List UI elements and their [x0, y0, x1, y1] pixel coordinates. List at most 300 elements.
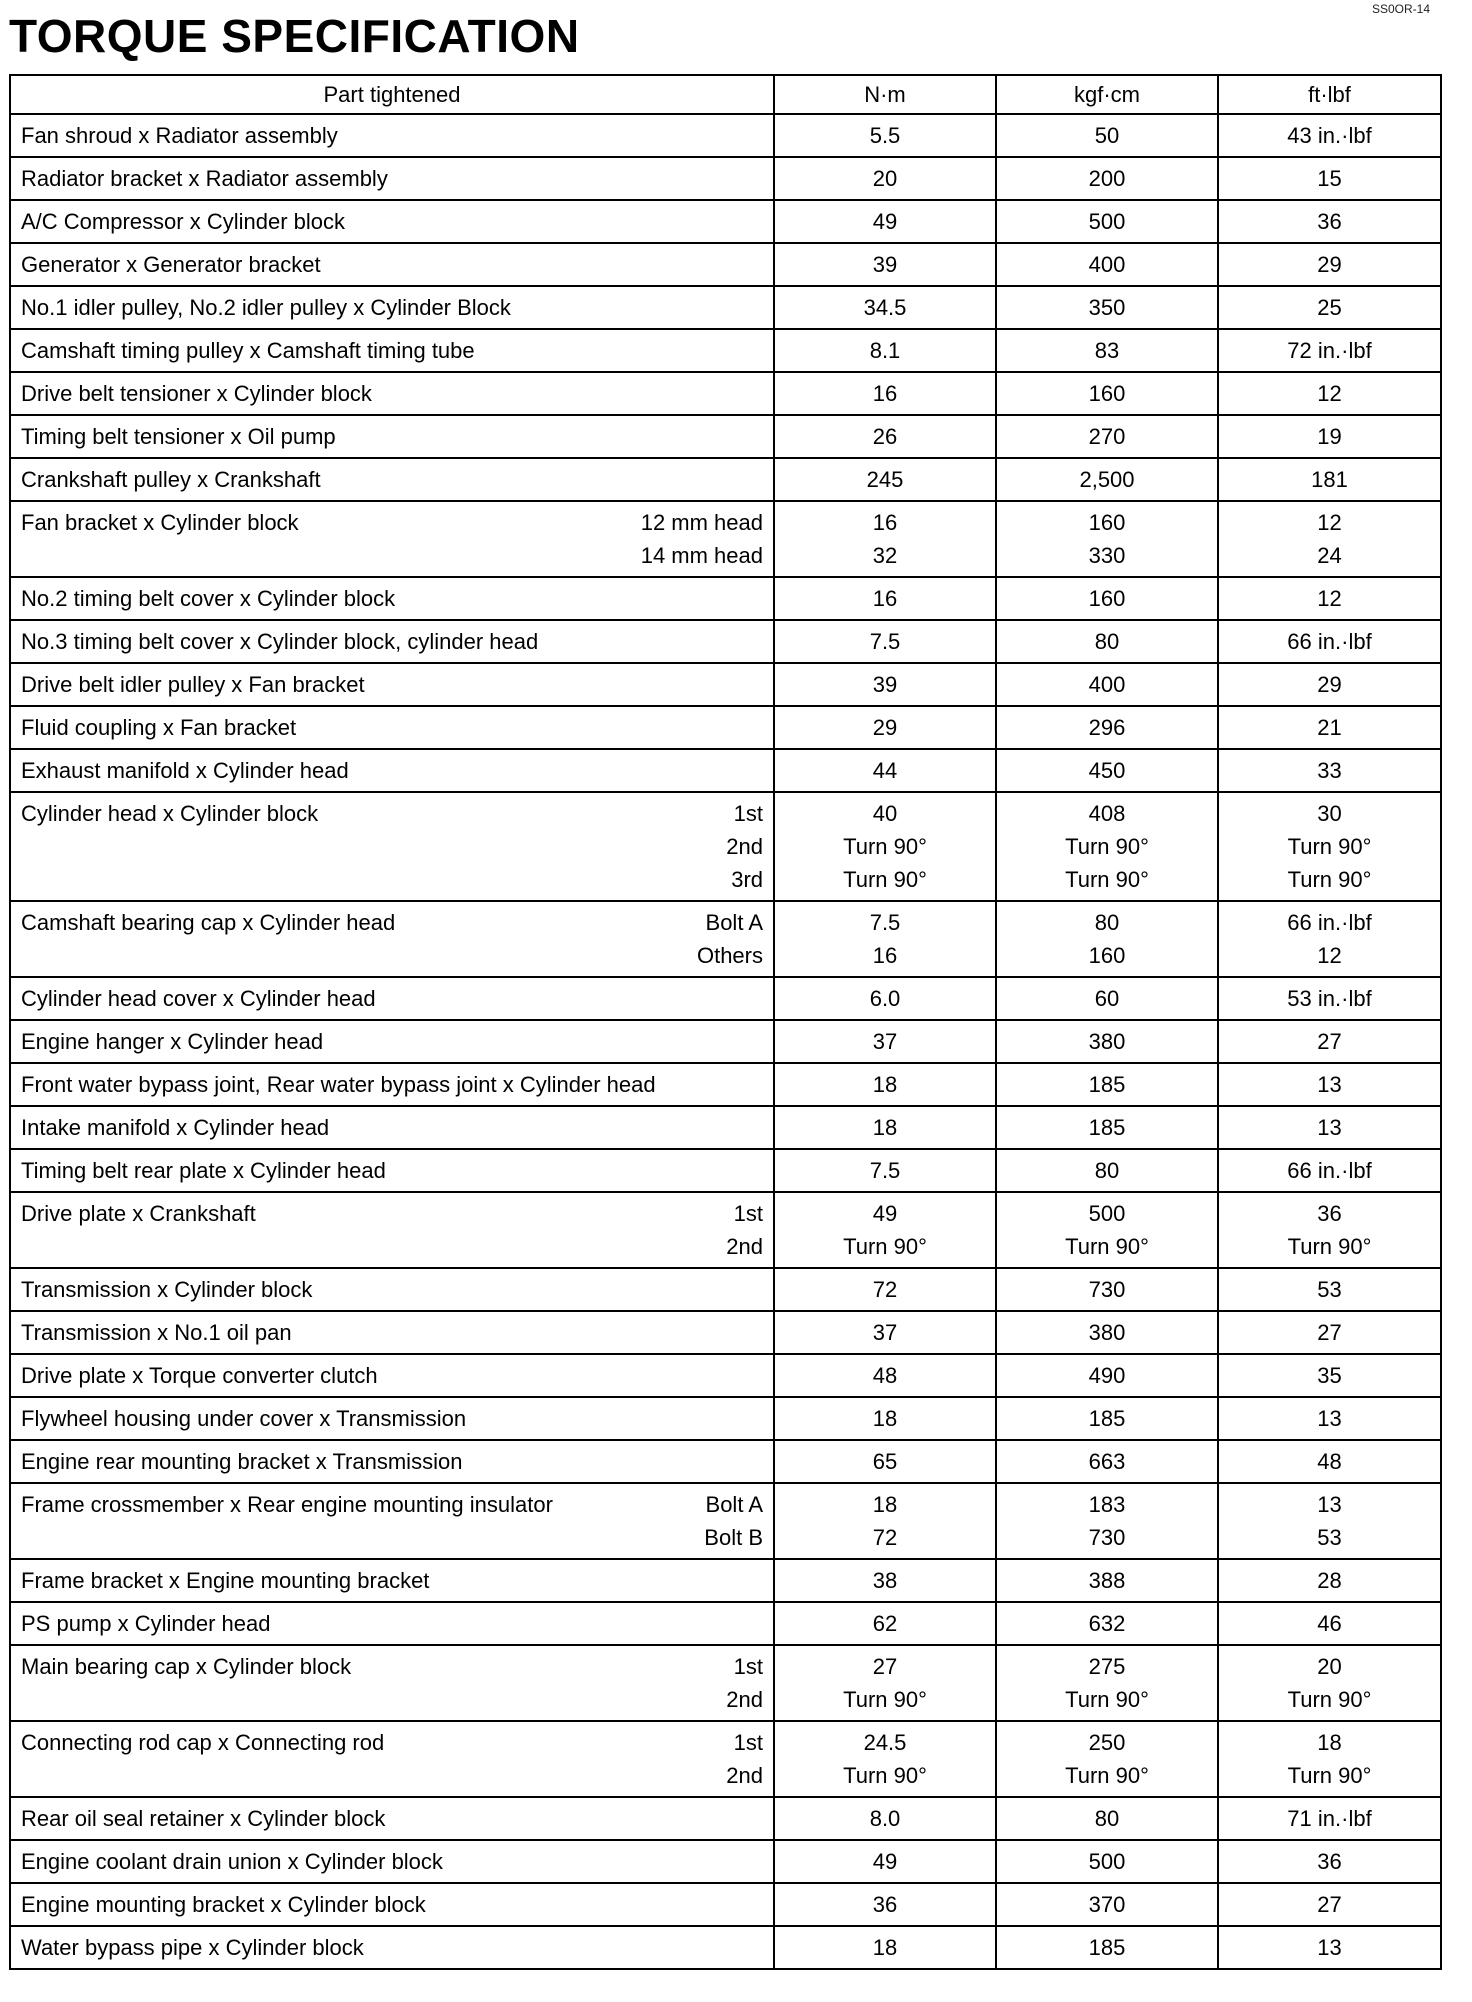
part-name: Drive belt tensioner x Cylinder block — [21, 381, 372, 406]
table-row — [10, 1440, 1441, 1483]
part-name: Fluid coupling x Fan bracket — [21, 715, 297, 740]
ft-lbf-value-cell — [1218, 114, 1441, 157]
header-nm: N·m — [774, 75, 996, 114]
ft-lbf-value: 15 — [1317, 166, 1342, 191]
nm-value: Turn 90° — [843, 867, 927, 892]
ft-lbf-value: 181 — [1311, 467, 1348, 492]
nm-value-cell — [774, 1192, 996, 1268]
part-name: Camshaft bearing cap x Cylinder head — [21, 910, 396, 935]
nm-value-cell — [774, 243, 996, 286]
nm-value: 37 — [872, 1029, 898, 1054]
kgf-cm-value-cell — [996, 1354, 1218, 1397]
torque-spec-table — [9, 74, 1442, 1970]
kgf-cm-value: 380 — [1088, 1029, 1126, 1054]
kgf-cm-value: 663 — [1088, 1449, 1126, 1474]
kgf-cm-value-cell — [996, 977, 1218, 1020]
ft-lbf-value-cell — [1218, 749, 1441, 792]
nm-value-cell — [774, 415, 996, 458]
nm-value: 72 — [872, 1525, 898, 1550]
nm-value-cell — [774, 1797, 996, 1840]
ft-lbf-value-cell — [1218, 1149, 1441, 1192]
ft-lbf-value: 21 — [1317, 715, 1342, 740]
kgf-cm-value-cell — [996, 200, 1218, 243]
header-ft-lbf: ft·lbf — [1218, 75, 1441, 114]
part-name: Frame crossmember x Rear engine mounting insulator — [21, 1492, 553, 1517]
step-label: 2nd — [726, 1234, 763, 1259]
kgf-cm-value: 500 — [1088, 1201, 1126, 1226]
part-cell — [10, 501, 774, 577]
ft-lbf-value: 36 — [1317, 1849, 1342, 1874]
part-name: Engine hanger x Cylinder head — [21, 1029, 324, 1054]
step-label: Others — [696, 943, 763, 968]
kgf-cm-value: 200 — [1088, 166, 1126, 191]
part-name: Drive belt idler pulley x Fan bracket — [21, 672, 365, 697]
kgf-cm-value: 185 — [1088, 1935, 1126, 1960]
nm-value: 18 — [872, 1406, 898, 1431]
nm-value-cell — [774, 1063, 996, 1106]
kgf-cm-value-cell — [996, 1020, 1218, 1063]
ft-lbf-value-cell — [1218, 329, 1441, 372]
page-title: TORQUE SPECIFICATION — [9, 10, 580, 62]
nm-value-cell — [774, 286, 996, 329]
step-label: 14 mm head — [640, 543, 763, 568]
kgf-cm-value: Turn 90° — [1065, 1687, 1149, 1712]
kgf-cm-value: 60 — [1094, 986, 1120, 1011]
part-name: Rear oil seal retainer x Cylinder block — [21, 1806, 386, 1831]
part-name: Drive plate x Torque converter clutch — [21, 1363, 378, 1388]
kgf-cm-value: Turn 90° — [1065, 867, 1149, 892]
ft-lbf-value-cell — [1218, 372, 1441, 415]
nm-value-cell — [774, 1354, 996, 1397]
step-label: 1st — [733, 1730, 763, 1755]
ft-lbf-value: 53 in.·lbf — [1287, 986, 1372, 1011]
nm-value-cell — [774, 372, 996, 415]
part-cell — [10, 1063, 774, 1106]
part-cell — [10, 792, 774, 901]
part-cell — [10, 1840, 774, 1883]
kgf-cm-value: 500 — [1088, 209, 1126, 234]
part-name: Transmission x No.1 oil pan — [21, 1320, 292, 1345]
kgf-cm-value-cell — [996, 114, 1218, 157]
nm-value: Turn 90° — [843, 1687, 927, 1712]
ft-lbf-value: 13 — [1317, 1115, 1342, 1140]
ft-lbf-value: 13 — [1317, 1935, 1342, 1960]
kgf-cm-value: Turn 90° — [1065, 1763, 1149, 1788]
kgf-cm-value: 185 — [1088, 1072, 1126, 1097]
nm-value-cell — [774, 1268, 996, 1311]
part-name: Cylinder head x Cylinder block — [21, 801, 319, 826]
kgf-cm-value: 400 — [1088, 672, 1126, 697]
table-row — [10, 620, 1441, 663]
ft-lbf-value: 19 — [1317, 424, 1342, 449]
step-label: 1st — [733, 801, 763, 826]
kgf-cm-value: 350 — [1088, 295, 1126, 320]
ft-lbf-value: 27 — [1317, 1029, 1342, 1054]
part-name: Radiator bracket x Radiator assembly — [21, 166, 388, 191]
part-name: Generator x Generator bracket — [21, 252, 321, 277]
ft-lbf-value: 27 — [1317, 1892, 1342, 1917]
ft-lbf-value-cell — [1218, 1602, 1441, 1645]
step-labels — [704, 1488, 763, 1554]
ft-lbf-value: 12 — [1317, 381, 1342, 406]
part-name: Intake manifold x Cylinder head — [21, 1115, 330, 1140]
nm-value: 18 — [872, 1935, 898, 1960]
nm-value-cell — [774, 1559, 996, 1602]
nm-value-cell — [774, 1883, 996, 1926]
nm-value-cell — [774, 1440, 996, 1483]
step-label: 1st — [733, 1654, 763, 1679]
kgf-cm-value-cell — [996, 501, 1218, 577]
kgf-cm-value: 2,500 — [1079, 467, 1135, 492]
nm-value: 27 — [872, 1654, 898, 1679]
kgf-cm-value-cell — [996, 1797, 1218, 1840]
ft-lbf-value: 28 — [1317, 1568, 1342, 1593]
nm-value-cell — [774, 329, 996, 372]
ft-lbf-value-cell — [1218, 1354, 1441, 1397]
nm-value: 39 — [872, 672, 898, 697]
ft-lbf-value: 13 — [1317, 1406, 1342, 1431]
part-cell — [10, 1020, 774, 1063]
step-label: Bolt A — [705, 1492, 763, 1517]
part-name: Engine mounting bracket x Cylinder block — [21, 1892, 426, 1917]
nm-value-cell — [774, 977, 996, 1020]
nm-value-cell — [774, 1397, 996, 1440]
nm-value-cell — [774, 749, 996, 792]
part-cell — [10, 1311, 774, 1354]
ft-lbf-value-cell — [1218, 501, 1441, 577]
part-name: No.2 timing belt cover x Cylinder block — [21, 586, 396, 611]
ft-lbf-value-cell — [1218, 792, 1441, 901]
nm-value-cell — [774, 1602, 996, 1645]
ft-lbf-value-cell — [1218, 1483, 1441, 1559]
nm-value: 16 — [872, 510, 898, 535]
ft-lbf-value-cell — [1218, 1020, 1441, 1063]
part-name: Timing belt rear plate x Cylinder head — [21, 1158, 386, 1183]
ft-lbf-value: 12 — [1317, 510, 1342, 535]
part-cell — [10, 1883, 774, 1926]
kgf-cm-value: 490 — [1088, 1363, 1126, 1388]
kgf-cm-value: 730 — [1088, 1525, 1126, 1550]
table-row — [10, 200, 1441, 243]
part-name: Main bearing cap x Cylinder block — [21, 1654, 352, 1679]
kgf-cm-value: 160 — [1088, 510, 1126, 535]
nm-value: 7.5 — [869, 910, 901, 935]
table-row — [10, 1840, 1441, 1883]
kgf-cm-value-cell — [996, 1926, 1218, 1969]
part-name: Flywheel housing under cover x Transmission — [21, 1406, 467, 1431]
part-cell — [10, 1397, 774, 1440]
nm-value-cell — [774, 1149, 996, 1192]
nm-value: 40 — [872, 801, 898, 826]
part-name: A/C Compressor x Cylinder block — [21, 209, 345, 234]
step-label: 3rd — [731, 867, 763, 892]
kgf-cm-value-cell — [996, 458, 1218, 501]
part-cell — [10, 286, 774, 329]
part-name: Drive plate x Crankshaft — [21, 1201, 256, 1226]
ft-lbf-value: 29 — [1317, 672, 1342, 697]
table-row — [10, 977, 1441, 1020]
part-cell — [10, 977, 774, 1020]
nm-value: 37 — [872, 1320, 898, 1345]
table-row — [10, 243, 1441, 286]
nm-value: 49 — [872, 1849, 898, 1874]
nm-value: 32 — [872, 543, 898, 568]
step-labels — [726, 1726, 763, 1792]
ft-lbf-value: 18 — [1317, 1730, 1342, 1755]
nm-value: 65 — [872, 1449, 898, 1474]
nm-value-cell — [774, 501, 996, 577]
nm-value-cell — [774, 663, 996, 706]
ft-lbf-value: 46 — [1317, 1611, 1342, 1636]
step-label: Bolt A — [705, 910, 763, 935]
step-labels — [726, 1197, 763, 1263]
kgf-cm-value-cell — [996, 749, 1218, 792]
kgf-cm-value-cell — [996, 372, 1218, 415]
kgf-cm-value-cell — [996, 1397, 1218, 1440]
kgf-cm-value-cell — [996, 1483, 1218, 1559]
ft-lbf-value-cell — [1218, 620, 1441, 663]
part-name: Camshaft timing pulley x Camshaft timing tube — [21, 338, 475, 363]
kgf-cm-value: 160 — [1088, 586, 1126, 611]
ft-lbf-value: 71 in.·lbf — [1287, 1806, 1372, 1831]
nm-value-cell — [774, 1926, 996, 1969]
ft-lbf-value-cell — [1218, 243, 1441, 286]
nm-value: 39 — [872, 252, 898, 277]
kgf-cm-value-cell — [996, 1645, 1218, 1721]
step-label: 2nd — [726, 1763, 763, 1788]
ft-lbf-value-cell — [1218, 1106, 1441, 1149]
table-row — [10, 1602, 1441, 1645]
ft-lbf-value: 72 in.·lbf — [1287, 338, 1372, 363]
step-labels — [726, 1650, 763, 1716]
kgf-cm-value-cell — [996, 1559, 1218, 1602]
part-cell — [10, 1106, 774, 1149]
part-cell — [10, 1354, 774, 1397]
nm-value: 8.1 — [869, 338, 901, 363]
step-label: 1st — [733, 1201, 763, 1226]
part-cell — [10, 620, 774, 663]
part-name: Crankshaft pulley x Crankshaft — [21, 467, 321, 492]
ft-lbf-value: 53 — [1317, 1525, 1342, 1550]
kgf-cm-value: Turn 90° — [1065, 834, 1149, 859]
kgf-cm-value: 500 — [1088, 1849, 1126, 1874]
step-labels — [697, 906, 763, 972]
table-row — [10, 1397, 1441, 1440]
kgf-cm-value: 296 — [1088, 715, 1126, 740]
part-name: Fan bracket x Cylinder block — [21, 510, 299, 535]
kgf-cm-value-cell — [996, 243, 1218, 286]
ft-lbf-value: 66 in.·lbf — [1287, 629, 1372, 654]
table-row — [10, 1268, 1441, 1311]
kgf-cm-value-cell — [996, 286, 1218, 329]
nm-value-cell — [774, 1311, 996, 1354]
nm-value: 26 — [872, 424, 898, 449]
table-row — [10, 372, 1441, 415]
table-row — [10, 792, 1441, 901]
table-row — [10, 1311, 1441, 1354]
kgf-cm-value: 450 — [1088, 758, 1126, 783]
ft-lbf-value: Turn 90° — [1287, 834, 1372, 859]
ft-lbf-value: Turn 90° — [1287, 1763, 1372, 1788]
nm-value: 48 — [872, 1363, 898, 1388]
kgf-cm-value-cell — [996, 1192, 1218, 1268]
nm-value-cell — [774, 792, 996, 901]
part-cell — [10, 1149, 774, 1192]
nm-value-cell — [774, 458, 996, 501]
part-name: Engine rear mounting bracket x Transmission — [21, 1449, 463, 1474]
part-name: Frame bracket x Engine mounting bracket — [21, 1568, 430, 1593]
ft-lbf-value: 35 — [1317, 1363, 1342, 1388]
nm-value-cell — [774, 1483, 996, 1559]
kgf-cm-value-cell — [996, 706, 1218, 749]
kgf-cm-value: 408 — [1088, 801, 1126, 826]
kgf-cm-value: 380 — [1088, 1320, 1126, 1345]
kgf-cm-value: 80 — [1094, 910, 1120, 935]
ft-lbf-value: 30 — [1317, 801, 1342, 826]
part-cell — [10, 200, 774, 243]
part-cell — [10, 901, 774, 977]
ft-lbf-value: 53 — [1317, 1277, 1342, 1302]
ft-lbf-value: 36 — [1317, 209, 1342, 234]
ft-lbf-value-cell — [1218, 1926, 1441, 1969]
table-row — [10, 1559, 1441, 1602]
ft-lbf-value-cell — [1218, 286, 1441, 329]
nm-value: 16 — [872, 586, 898, 611]
kgf-cm-value-cell — [996, 1440, 1218, 1483]
kgf-cm-value: 330 — [1088, 543, 1126, 568]
ft-lbf-value-cell — [1218, 415, 1441, 458]
kgf-cm-value-cell — [996, 1106, 1218, 1149]
ft-lbf-value-cell — [1218, 1192, 1441, 1268]
nm-value-cell — [774, 620, 996, 663]
table-row — [10, 1721, 1441, 1797]
part-cell — [10, 372, 774, 415]
step-label: 12 mm head — [640, 510, 763, 535]
table-row — [10, 157, 1441, 200]
ft-lbf-value: Turn 90° — [1287, 1234, 1372, 1259]
kgf-cm-value: 185 — [1088, 1115, 1126, 1140]
part-name: Timing belt tensioner x Oil pump — [21, 424, 336, 449]
nm-value: 8.0 — [869, 1806, 901, 1831]
kgf-cm-value-cell — [996, 1840, 1218, 1883]
ft-lbf-value-cell — [1218, 663, 1441, 706]
part-cell — [10, 1926, 774, 1969]
nm-value: 29 — [872, 715, 898, 740]
table-row — [10, 286, 1441, 329]
ft-lbf-value: 12 — [1317, 943, 1342, 968]
nm-value-cell — [774, 157, 996, 200]
ft-lbf-value: 12 — [1317, 586, 1342, 611]
kgf-cm-value-cell — [996, 1602, 1218, 1645]
kgf-cm-value: 270 — [1088, 424, 1126, 449]
step-labels — [641, 506, 763, 572]
kgf-cm-value-cell — [996, 577, 1218, 620]
nm-value-cell — [774, 1840, 996, 1883]
ft-lbf-value: 20 — [1317, 1654, 1342, 1679]
ft-lbf-value-cell — [1218, 1397, 1441, 1440]
nm-value: 16 — [872, 381, 898, 406]
kgf-cm-value-cell — [996, 1149, 1218, 1192]
nm-value: 44 — [872, 758, 898, 783]
kgf-cm-value: 183 — [1088, 1492, 1126, 1517]
nm-value: Turn 90° — [843, 834, 927, 859]
nm-value: 7.5 — [869, 629, 901, 654]
kgf-cm-value: 83 — [1094, 338, 1120, 363]
part-cell — [10, 415, 774, 458]
kgf-cm-value: 185 — [1088, 1406, 1126, 1431]
ft-lbf-value-cell — [1218, 1645, 1441, 1721]
part-cell — [10, 114, 774, 157]
part-cell — [10, 1602, 774, 1645]
ft-lbf-value-cell — [1218, 1840, 1441, 1883]
table-header — [10, 75, 1441, 114]
ft-lbf-value-cell — [1218, 1721, 1441, 1797]
part-cell — [10, 663, 774, 706]
part-name: Water bypass pipe x Cylinder block — [21, 1935, 364, 1960]
header-row — [10, 75, 1441, 114]
kgf-cm-value-cell — [996, 1311, 1218, 1354]
ft-lbf-value-cell — [1218, 901, 1441, 977]
kgf-cm-value: 80 — [1094, 1158, 1120, 1183]
table-row — [10, 1192, 1441, 1268]
kgf-cm-value: 400 — [1088, 252, 1126, 277]
page-code: SS0OR-14 — [1371, 2, 1430, 16]
kgf-cm-value: 275 — [1088, 1654, 1126, 1679]
ft-lbf-value-cell — [1218, 1797, 1441, 1840]
ft-lbf-value-cell — [1218, 157, 1441, 200]
ft-lbf-value: 33 — [1317, 758, 1342, 783]
table-row — [10, 901, 1441, 977]
part-name: Front water bypass joint, Rear water bypass joint x Cylinder head — [21, 1072, 656, 1097]
ft-lbf-value-cell — [1218, 1559, 1441, 1602]
part-name: Connecting rod cap x Connecting rod — [21, 1730, 385, 1755]
part-cell — [10, 1192, 774, 1268]
table-row — [10, 1063, 1441, 1106]
nm-value: 7.5 — [869, 1158, 901, 1183]
ft-lbf-value-cell — [1218, 458, 1441, 501]
table-row — [10, 663, 1441, 706]
step-label: 2nd — [726, 834, 763, 859]
kgf-cm-value: 80 — [1094, 1806, 1120, 1831]
kgf-cm-value-cell — [996, 1063, 1218, 1106]
table-body — [10, 114, 1441, 1969]
ft-lbf-value-cell — [1218, 1268, 1441, 1311]
ft-lbf-value-cell — [1218, 1883, 1441, 1926]
step-label: Bolt B — [704, 1525, 763, 1550]
ft-lbf-value: 48 — [1317, 1449, 1342, 1474]
table-row — [10, 1645, 1441, 1721]
table-row — [10, 329, 1441, 372]
part-cell — [10, 243, 774, 286]
ft-lbf-value-cell — [1218, 200, 1441, 243]
table-row — [10, 415, 1441, 458]
ft-lbf-value: 29 — [1317, 252, 1342, 277]
part-cell — [10, 1268, 774, 1311]
table-row — [10, 1020, 1441, 1063]
nm-value-cell — [774, 1020, 996, 1063]
kgf-cm-value: 80 — [1094, 629, 1120, 654]
kgf-cm-value-cell — [996, 1883, 1218, 1926]
nm-value: 38 — [872, 1568, 898, 1593]
part-cell — [10, 577, 774, 620]
part-name: Exhaust manifold x Cylinder head — [21, 758, 349, 783]
header-part-tightened: Part tightened — [10, 75, 774, 114]
part-cell — [10, 458, 774, 501]
ft-lbf-value: 66 in.·lbf — [1287, 910, 1372, 935]
nm-value: 49 — [872, 209, 898, 234]
ft-lbf-value: 13 — [1317, 1072, 1342, 1097]
kgf-cm-value-cell — [996, 901, 1218, 977]
